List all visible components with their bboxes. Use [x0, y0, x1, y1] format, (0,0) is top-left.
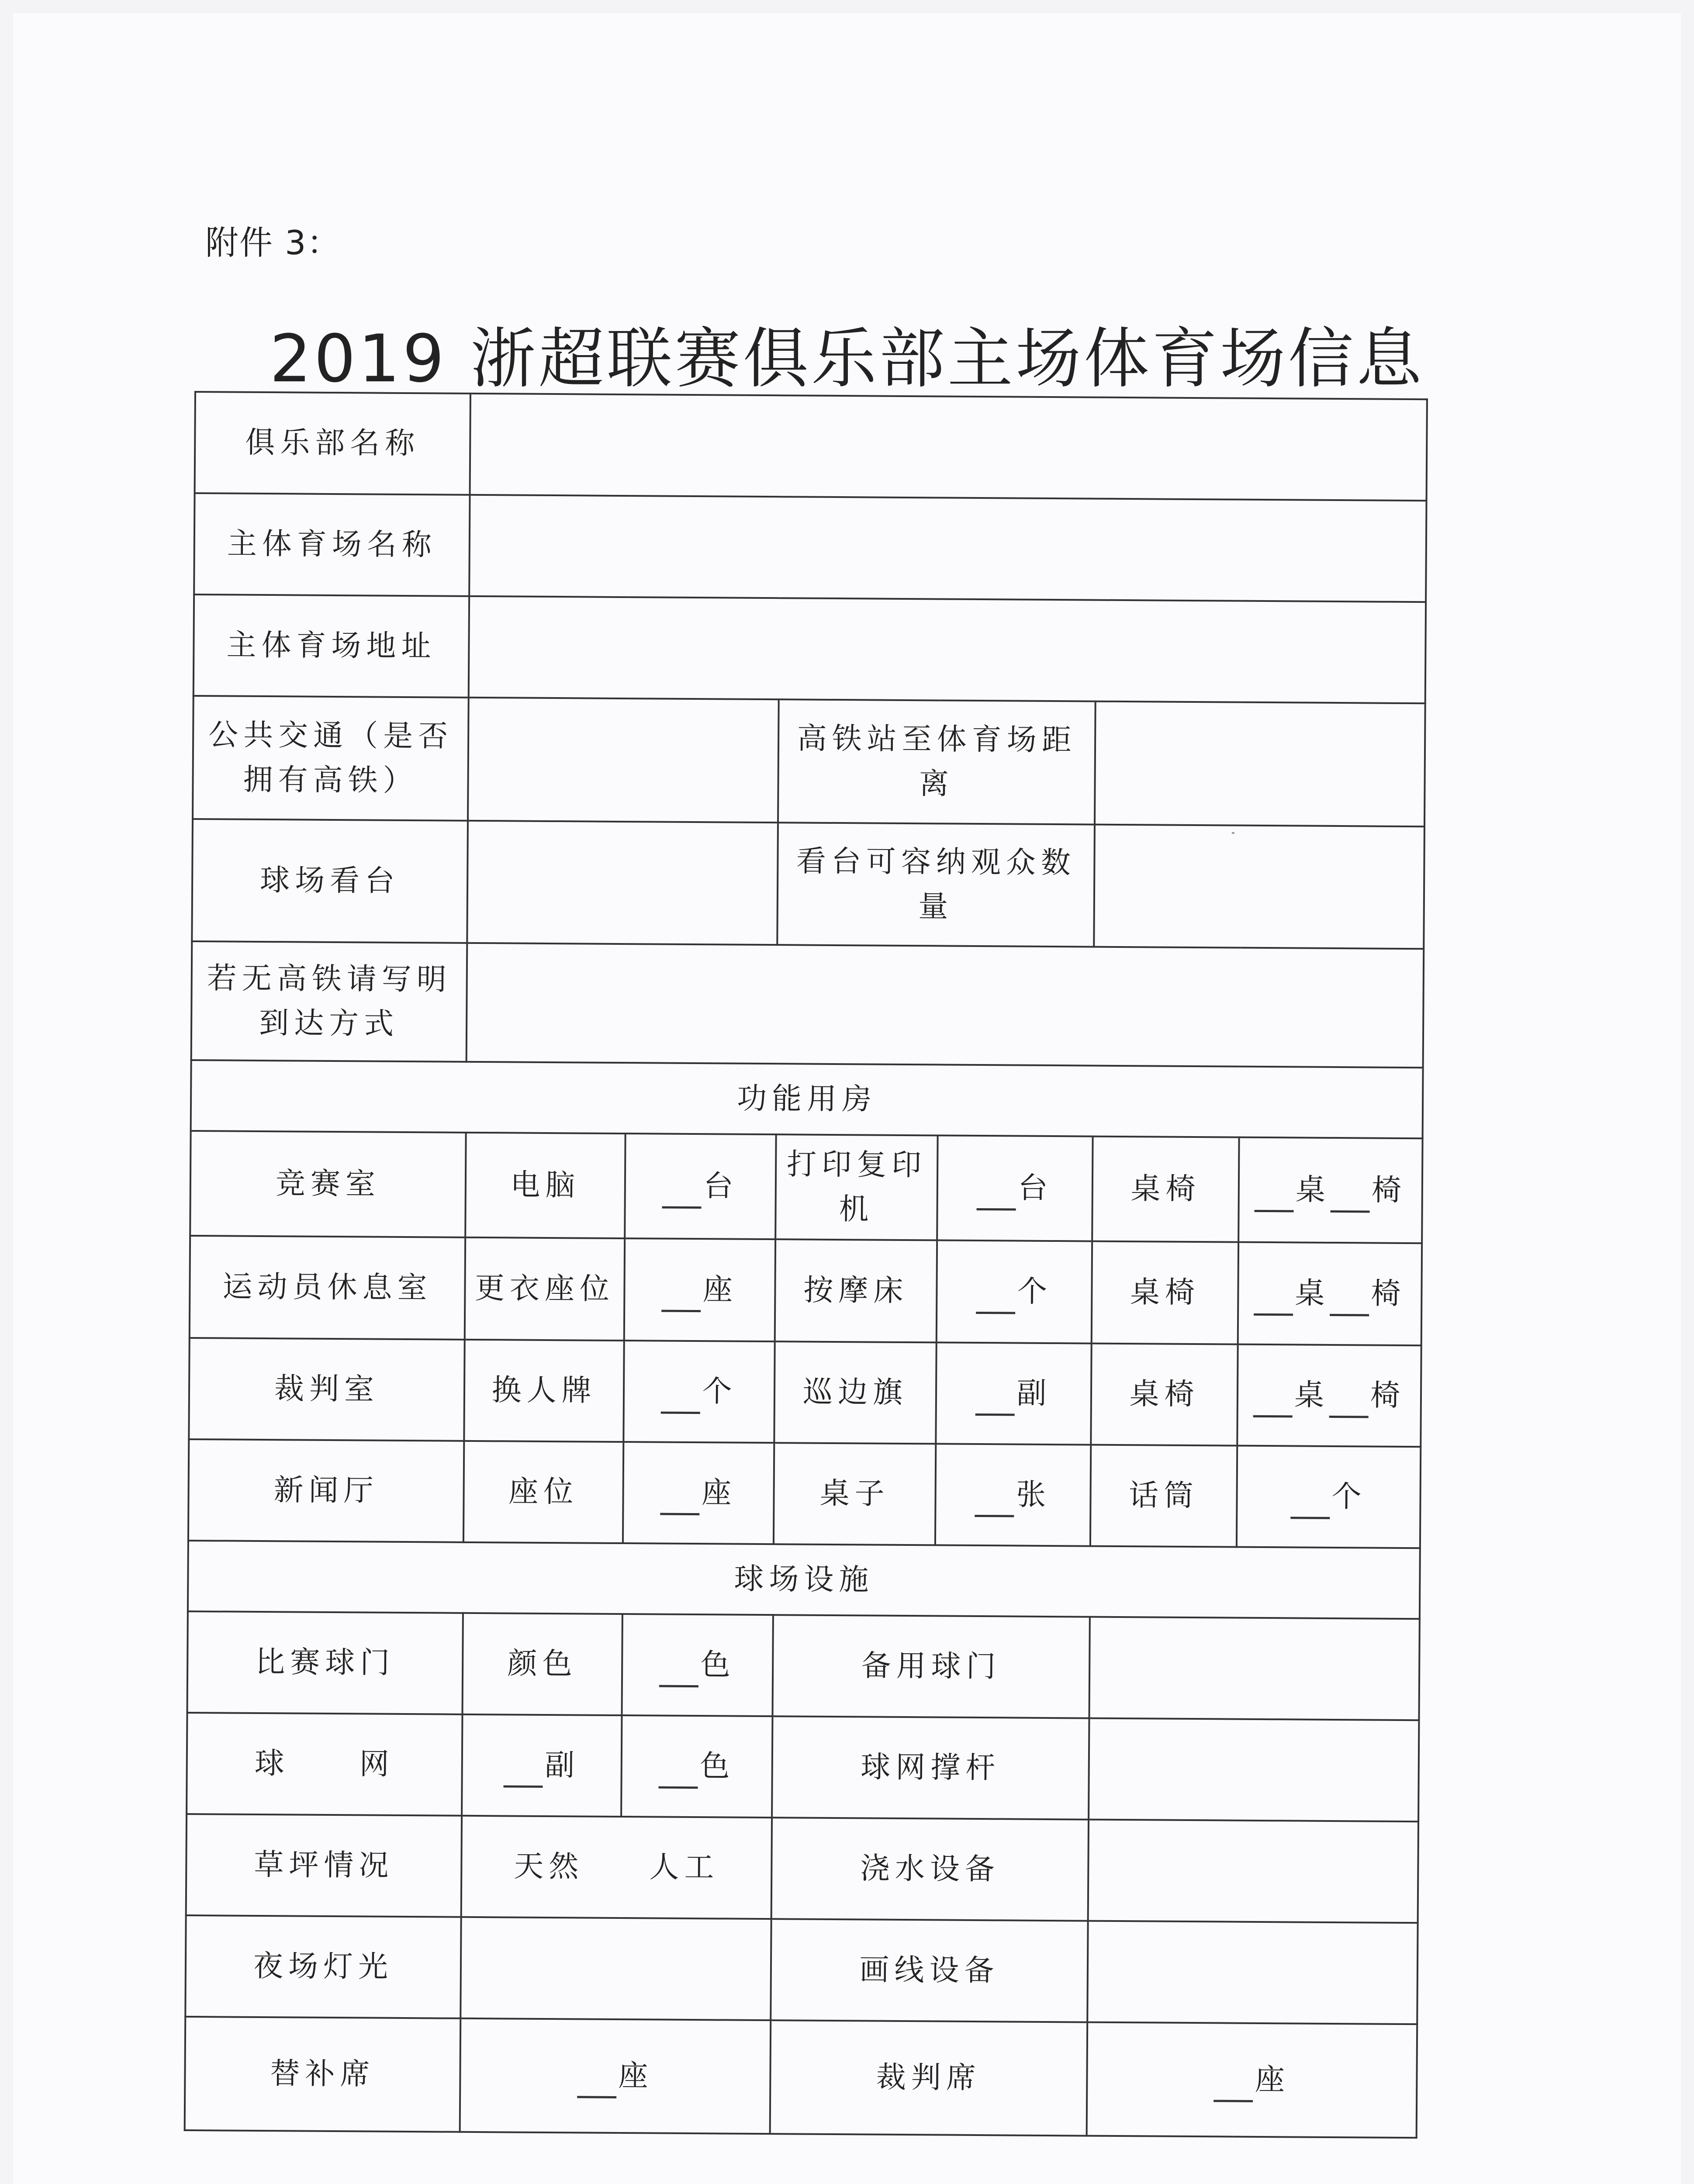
- table-row: [186, 1814, 1418, 1923]
- stadium-name-field[interactable]: [469, 495, 1426, 602]
- referee-bench-label: 裁判席: [770, 2020, 1088, 2136]
- match-goal-label: 比赛球门: [187, 1611, 463, 1714]
- color-label: 颜色: [463, 1613, 622, 1715]
- seats-label: 座位: [463, 1441, 623, 1543]
- sub-board-count-field[interactable]: 个: [623, 1341, 774, 1443]
- athlete-lounge-label: 运动员休息室: [190, 1236, 465, 1340]
- goal-color-field[interactable]: 色: [622, 1614, 773, 1716]
- table-chair-count-field[interactable]: 桌 椅: [1238, 1137, 1422, 1244]
- club-name-field[interactable]: [470, 394, 1427, 501]
- irrigation-field[interactable]: [1088, 1820, 1418, 1923]
- table-row: [190, 1236, 1422, 1345]
- desks-count-field[interactable]: 张: [935, 1444, 1091, 1546]
- page-title: 2019 浙超联赛俱乐部主场体育场信息: [270, 321, 1424, 397]
- irrigation-label: 浇水设备: [771, 1818, 1089, 1921]
- sub-board-label: 换人牌: [464, 1340, 624, 1442]
- no-hsr-directions-label: 若无高铁请写明到达方式: [191, 941, 467, 1062]
- stand-capacity-field[interactable]: [1094, 825, 1424, 949]
- desks-label: 桌子: [774, 1443, 936, 1545]
- table-row: [188, 1541, 1420, 1619]
- linesman-flag-label: 巡边旗: [774, 1341, 936, 1444]
- table-row: [190, 1131, 1422, 1243]
- table-chair-label: 桌椅: [1092, 1137, 1239, 1242]
- net-color-field[interactable]: 色: [621, 1715, 772, 1818]
- line-marking-label: 画线设备: [771, 1919, 1088, 2022]
- table-row: [185, 2017, 1417, 2138]
- table-chair-label: 桌椅: [1092, 1241, 1238, 1344]
- spare-goal-field[interactable]: [1089, 1617, 1419, 1721]
- sub-bench-count-field[interactable]: 座: [460, 2018, 771, 2134]
- night-lights-label: 夜场灯光: [185, 1915, 461, 2018]
- hsr-distance-label: 高铁站至体育场距离: [778, 699, 1096, 824]
- attachment-label: 附件 3：: [205, 223, 341, 262]
- public-transport-field[interactable]: [468, 698, 779, 822]
- linesman-flag-count-field[interactable]: 副: [936, 1342, 1091, 1444]
- hsr-distance-field[interactable]: [1095, 702, 1425, 827]
- table-row: [194, 594, 1426, 703]
- stands-label: 球场看台: [192, 819, 468, 943]
- table-row: [187, 1713, 1419, 1821]
- stadium-info-form: [184, 391, 1428, 2139]
- microphone-label: 话筒: [1090, 1445, 1237, 1547]
- table-row: [194, 493, 1426, 602]
- stadium-address-label: 主体育场地址: [194, 594, 469, 698]
- table-row: [192, 819, 1424, 949]
- table-row: [191, 1060, 1423, 1138]
- section-pitch-facilities: 球场设施: [188, 1541, 1420, 1619]
- stadium-name-label: 主体育场名称: [194, 493, 470, 596]
- sub-bench-label: 替补席: [185, 2017, 461, 2132]
- referee-room-label: 裁判室: [189, 1338, 464, 1441]
- no-hsr-directions-field[interactable]: [467, 943, 1424, 1068]
- night-lights-field[interactable]: [460, 1917, 771, 2020]
- line-marking-field[interactable]: [1087, 1921, 1417, 2025]
- net-pole-label: 球网撑杆: [772, 1716, 1089, 1819]
- table-row: [187, 1611, 1420, 1720]
- net-count-field[interactable]: 副: [462, 1714, 622, 1817]
- table-row: [195, 392, 1427, 501]
- net-label: 球 网: [187, 1713, 462, 1816]
- computer-label: 电脑: [465, 1133, 625, 1238]
- table-row: [185, 1915, 1417, 2024]
- club-name-label: 俱乐部名称: [195, 392, 470, 495]
- massage-bed-label: 按摩床: [775, 1239, 937, 1342]
- printer-count-field[interactable]: 台: [937, 1135, 1092, 1241]
- locker-seats-count-field[interactable]: 座: [624, 1238, 775, 1341]
- locker-seats-label: 更衣座位: [465, 1237, 625, 1341]
- net-pole-field[interactable]: [1089, 1718, 1419, 1822]
- table-row: [193, 696, 1425, 826]
- spare-goal-label: 备用球门: [772, 1615, 1089, 1718]
- section-functional-rooms: 功能用房: [191, 1060, 1423, 1138]
- stand-capacity-label: 看台可容纳观众数量: [777, 822, 1095, 947]
- competition-room-label: 竞赛室: [190, 1131, 466, 1237]
- stands-field[interactable]: [467, 821, 778, 945]
- referee-bench-count-field[interactable]: 座: [1087, 2022, 1417, 2138]
- table-chair-count-field[interactable]: 桌 椅: [1237, 1344, 1421, 1447]
- table-chair-count-field[interactable]: 桌 椅: [1238, 1242, 1422, 1346]
- computer-count-field[interactable]: 台: [625, 1133, 776, 1239]
- massage-bed-count-field[interactable]: 个: [937, 1240, 1092, 1343]
- turf-label: 草坪情况: [186, 1814, 462, 1917]
- table-row: [189, 1338, 1421, 1447]
- public-transport-label: 公共交通（是否拥有高铁）: [193, 696, 469, 821]
- table-row: [188, 1439, 1421, 1548]
- printer-label: 打印复印机: [775, 1134, 937, 1240]
- stadium-address-field[interactable]: [469, 596, 1426, 703]
- press-hall-label: 新闻厅: [188, 1439, 464, 1542]
- table-row: [191, 941, 1424, 1068]
- turf-type-field[interactable]: 天然 人工: [461, 1816, 772, 1919]
- seats-count-field[interactable]: 座: [623, 1442, 774, 1544]
- microphone-count-field[interactable]: 个: [1237, 1446, 1421, 1548]
- table-chair-label: 桌椅: [1091, 1344, 1238, 1446]
